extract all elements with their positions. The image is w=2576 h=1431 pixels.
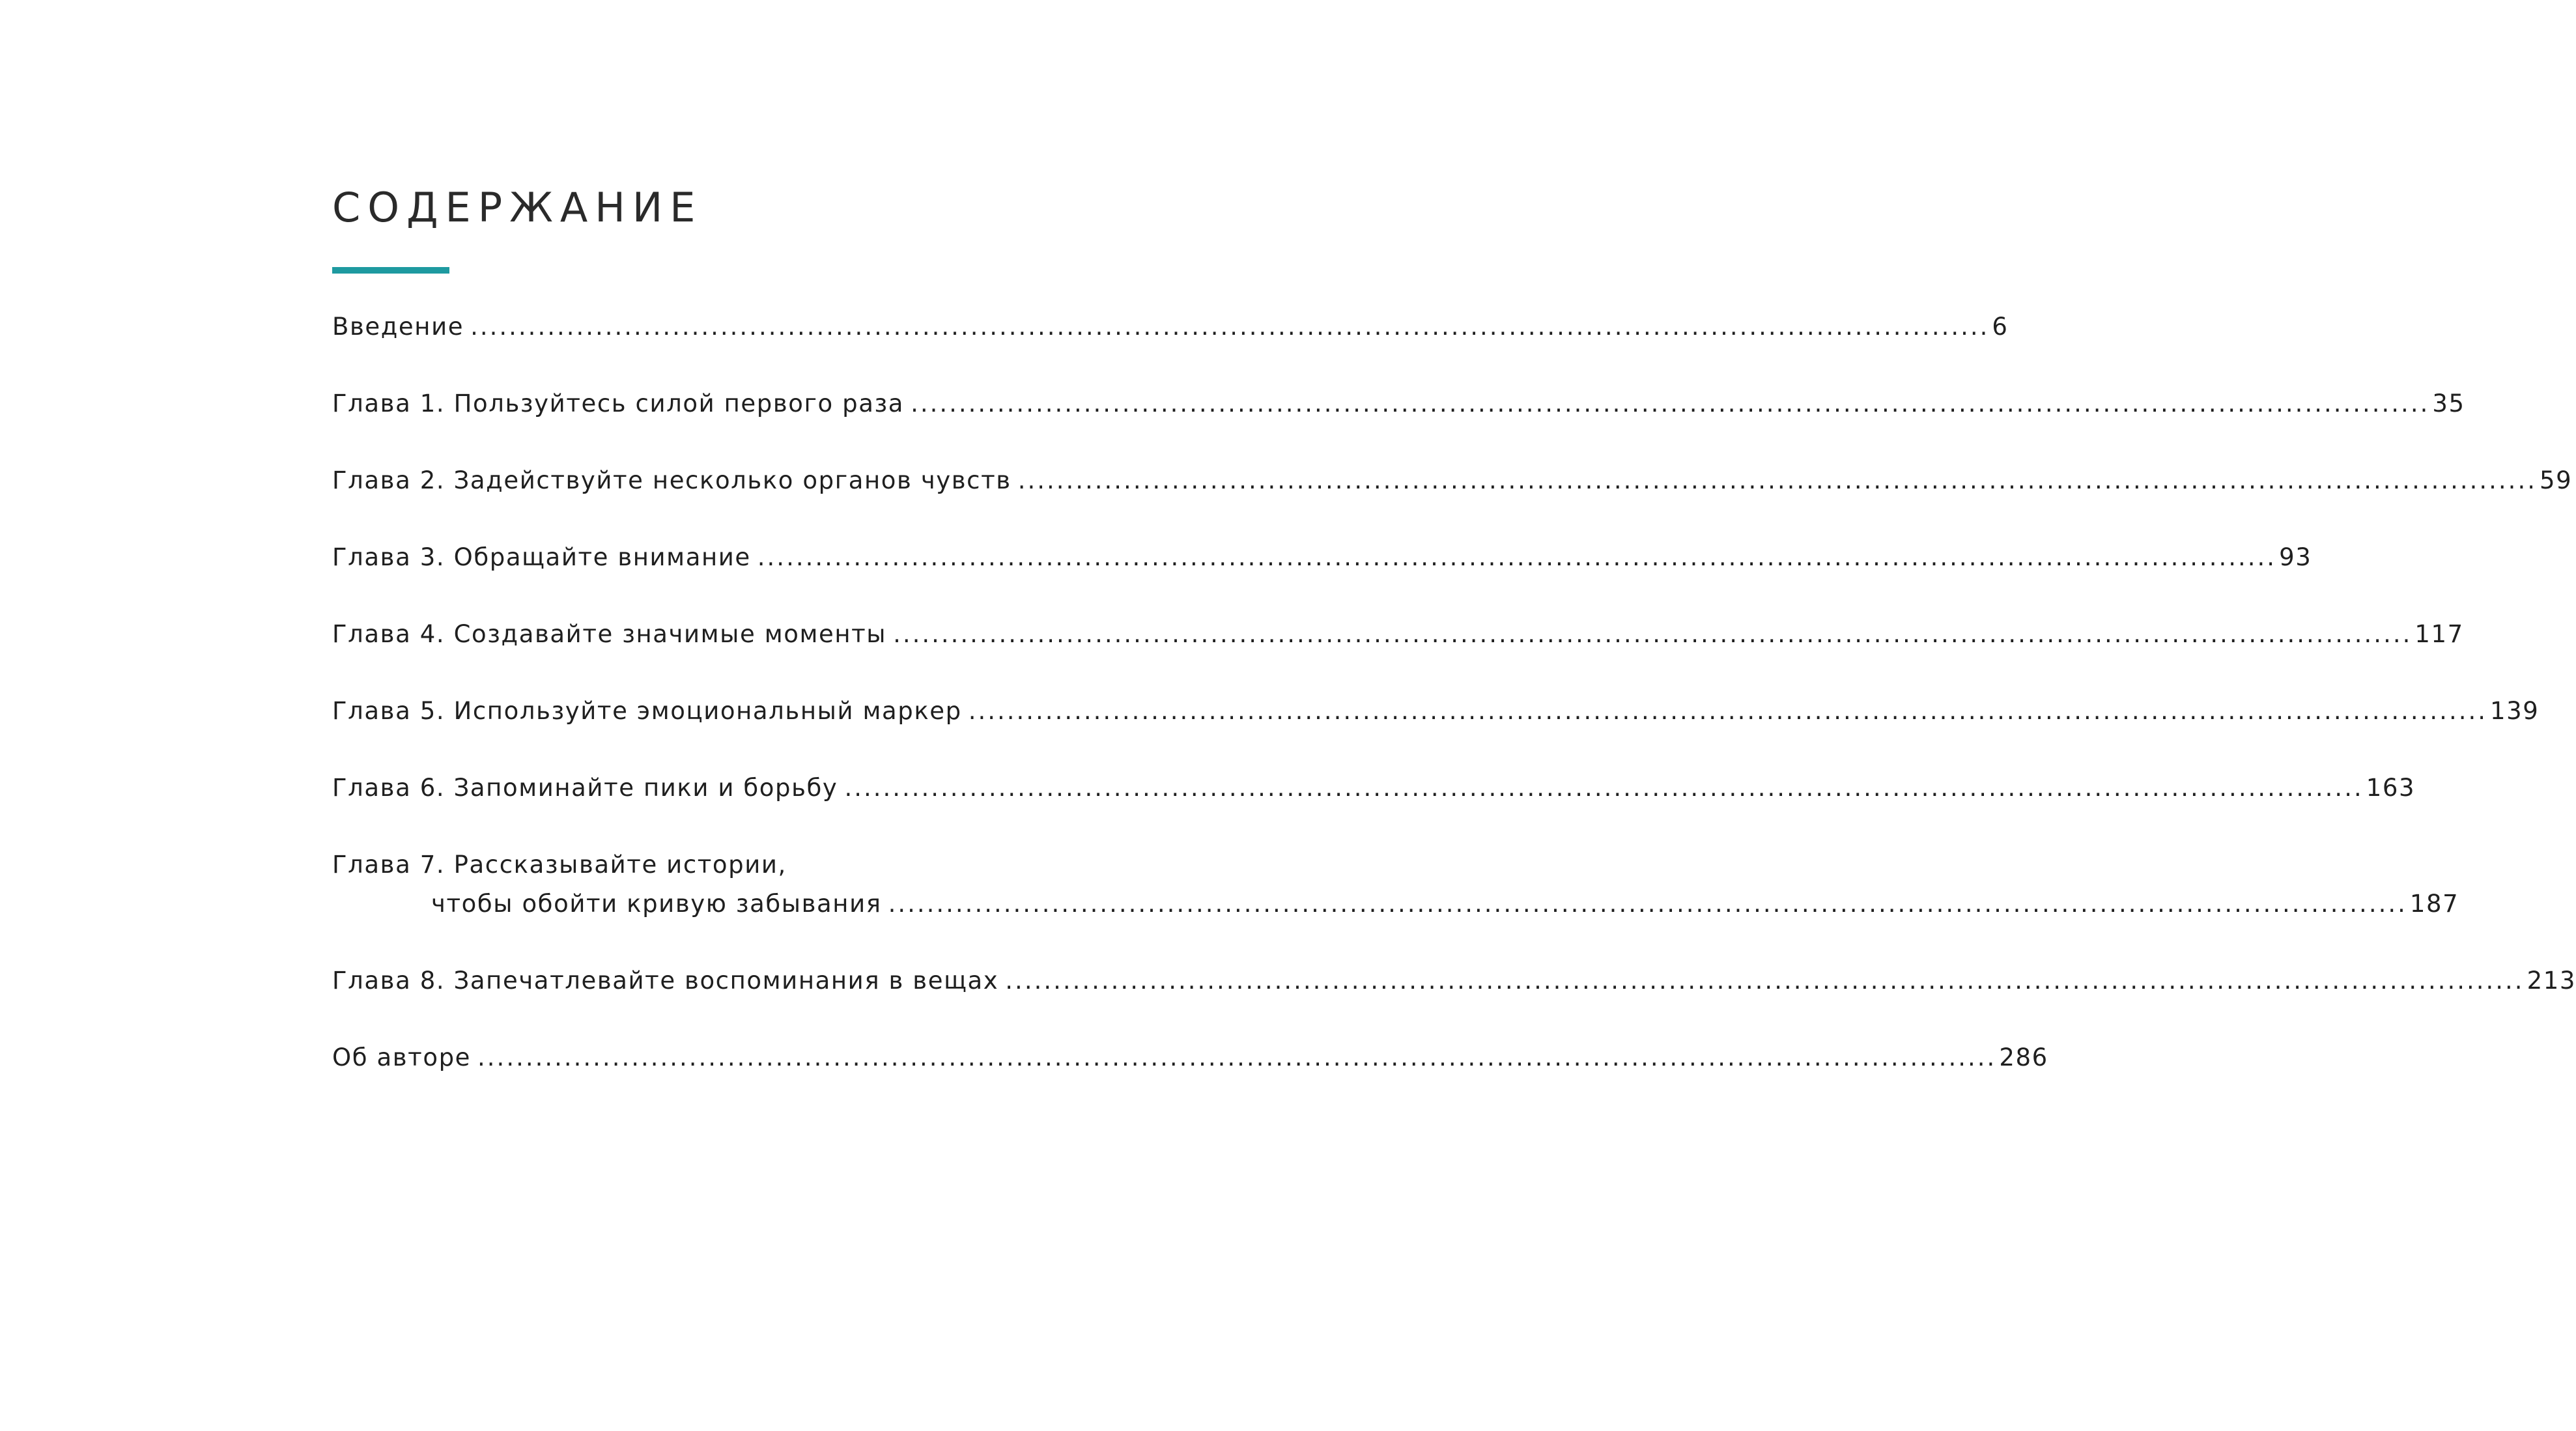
toc-entry-chapter-1[interactable]: [332, 384, 2465, 423]
toc-entry-about-author[interactable]: [332, 1038, 2048, 1077]
toc-entry-label: Об авторе: [332, 1043, 472, 1071]
dot-leader: ..............................................................................................................................................................: [1005, 967, 2525, 995]
toc-entry-label: Глава 5. Используйте эмоциональный маркер: [332, 697, 962, 725]
toc-entry-page: 139: [2490, 697, 2540, 725]
toc-entry-page: 6: [1992, 313, 2009, 341]
toc-entry-chapter-3[interactable]: [332, 538, 2312, 577]
toc-entry-introduction[interactable]: [332, 307, 2009, 347]
dot-leader: ..............................................................................................................................................................: [888, 890, 2407, 918]
toc-entry-page: 93: [2279, 543, 2312, 571]
toc-entry-chapter-6[interactable]: [332, 769, 2416, 808]
toc-entry-page: 35: [2432, 390, 2465, 418]
toc-title: СОДЕРЖАНИЕ: [332, 184, 703, 231]
dot-leader: ..............................................................................................................................................................: [470, 313, 1990, 341]
toc-entry-label: Глава 3. Обращайте внимание: [332, 543, 751, 571]
toc-entry-page: 286: [1999, 1043, 2048, 1071]
toc-entry-label-continuation: чтобы обойти кривую забывания: [431, 890, 882, 918]
dot-leader: ..............................................................................................................................................................: [968, 697, 2487, 725]
toc-entry-label: Глава 6. Запоминайте пики и борьбу: [332, 774, 838, 802]
toc-entry-page: 117: [2414, 620, 2464, 648]
toc-entry-label: Глава 2. Задействуйте несколько органов чувств: [332, 466, 1012, 494]
toc-entry-page: 187: [2409, 890, 2459, 918]
toc-entry-chapter-4[interactable]: [332, 615, 2464, 654]
toc-entry-label: Глава 4. Создавайте значимые моменты: [332, 620, 887, 648]
toc-entry-chapter-8[interactable]: [332, 961, 2576, 1000]
toc-list: [332, 307, 2576, 1115]
toc-entry-page: 59: [2539, 466, 2573, 494]
dot-leader: ..............................................................................................................................................................: [893, 620, 2413, 648]
toc-entry-chapter-5[interactable]: [332, 692, 2540, 731]
dot-leader: ..............................................................................................................................................................: [1017, 466, 2537, 494]
toc-entry-chapter-2[interactable]: [332, 461, 2573, 500]
dot-leader: ..............................................................................................................................................................: [911, 390, 2430, 418]
toc-entry-label: Глава 1. Пользуйтесь силой первого раза: [332, 390, 905, 418]
toc-entry-page: 213: [2526, 967, 2576, 995]
dot-leader: ..............................................................................................................................................................: [844, 774, 2364, 802]
toc-entry-label: Глава 8. Запечатлевайте воспоминания в вещах: [332, 967, 999, 995]
toc-entry-label: Введение: [332, 313, 464, 341]
toc-entry-page: 163: [2366, 774, 2416, 802]
dot-leader: ..............................................................................................................................................................: [757, 543, 2277, 571]
dot-leader: ..............................................................................................................................................................: [477, 1043, 1997, 1071]
toc-entry-label: Глава 7. Рассказывайте истории,: [332, 851, 787, 879]
title-accent-rule: [332, 267, 449, 274]
toc-entry-chapter-7[interactable]: [332, 845, 2459, 924]
